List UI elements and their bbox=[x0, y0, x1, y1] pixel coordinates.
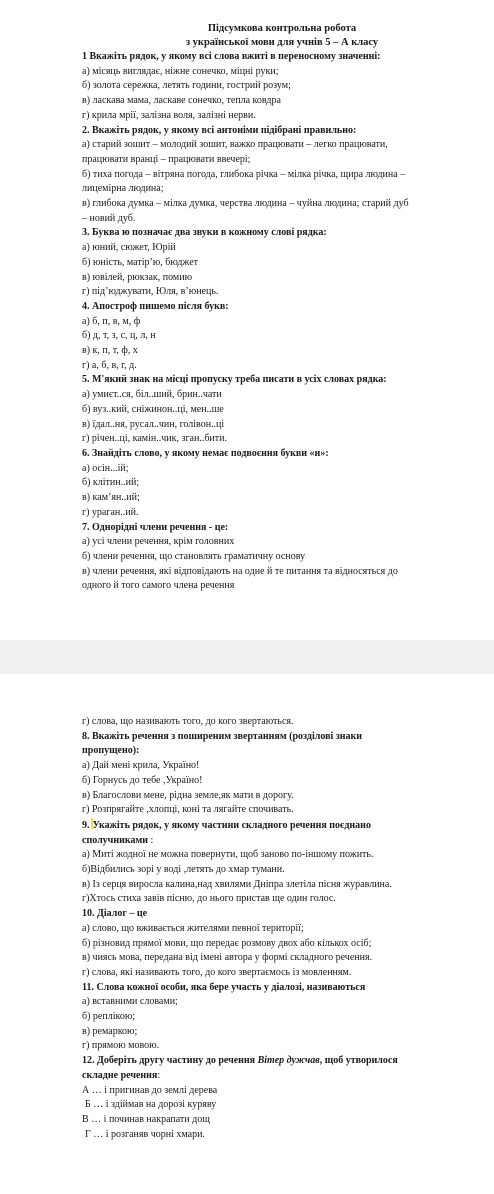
q3-option-d: г) під’юджувати, Юля, в’юнець. bbox=[82, 286, 219, 298]
question-9-colon: : bbox=[148, 834, 154, 846]
q3-option-a: а) юний, сюжет, Юрій bbox=[82, 242, 176, 254]
q8-option-b: б) Горнусь до тебе ,Україно! bbox=[82, 774, 203, 786]
question-12-end: , щоб утворилося bbox=[319, 1055, 398, 1067]
question-7: 7. Однорідні члени речення - це: bbox=[82, 521, 229, 533]
q10-option-a: а) слово, що вживається жителями певної території; bbox=[82, 922, 304, 934]
q12-option-a: А … і пригинав до землі дерева bbox=[82, 1084, 218, 1096]
question-5: 5. М'який знак на місці пропуску треба писати в усіх словах рядка: bbox=[82, 374, 387, 386]
page-separator bbox=[0, 640, 494, 674]
question-6: 6. Знайдіть слово, у якому немає подвоєння букви «и»: bbox=[82, 447, 329, 459]
q10-option-c: в) чиясь мова, передана від імені автора у формі складного речення. bbox=[82, 952, 373, 964]
q5-option-b: б) вуз..кий, сніжинон..ці, мен..ше bbox=[82, 403, 224, 415]
page-two bbox=[0, 674, 494, 1194]
q5-option-c: в) їдал..ня, русал..чин, голівон..ці bbox=[82, 418, 225, 430]
q7-option-c-line2: одного й того самого члена речення bbox=[82, 580, 235, 592]
q11-option-c: в) ремаркою; bbox=[82, 1025, 138, 1037]
q2-option-a-line2: працювати вранці – працювати ввечері; bbox=[82, 153, 251, 165]
question-9-text-2: сполучниками bbox=[82, 834, 149, 846]
question-12-line1 bbox=[82, 1054, 482, 1069]
q7-option-c-line1: в) члени речення, які відповідають на одне й те питання та відносяться до bbox=[82, 565, 398, 577]
q10-option-d: г) слова, які називають того, до кого звертаємось із мовленням. bbox=[82, 966, 352, 978]
q3-option-b: б) юність, матір’ю, бюджет bbox=[82, 256, 199, 268]
q4-option-c: в) к, п, т, ф, х bbox=[82, 345, 138, 357]
q6-option-c: в) кам’ян..ий; bbox=[82, 492, 140, 504]
question-1: 1 Вкажіть рядок, у якому всі слова вжиті в переносному значенні: bbox=[82, 51, 381, 62]
q4-option-b: б) д, т, з, с, ц, л, н bbox=[82, 330, 156, 342]
q12-option-d: Г … і розганяв чорні хмари. bbox=[85, 1128, 205, 1140]
q2-option-a-line1: а) старий зошит – молодий зошит, важко працювати – легко працювати, bbox=[82, 139, 388, 151]
q1-option-d: г) крила мрії, залізна воля, залізні нерви. bbox=[82, 109, 256, 121]
question-11: 11. Слова кожної особи, яка бере участь у діалозі, називаються bbox=[82, 981, 366, 993]
question-10: 10. Діалог – це bbox=[82, 908, 148, 920]
question-12-line2 bbox=[82, 1069, 482, 1084]
q8-option-a: а) Дай мені крила, Україно! bbox=[82, 760, 200, 772]
title-line-1: Підсумкова контрольна робота bbox=[207, 23, 357, 34]
q3-option-c: в) ювілей, рюкзак, помию bbox=[82, 271, 193, 283]
q9-option-b: б)Відбились зорі у воді ,летять до хмар тумани. bbox=[82, 864, 285, 876]
q5-option-d: г) річен..ці, камін..чик, зган..бити. bbox=[82, 433, 228, 445]
q2-option-b-line1: б) тиха погода – вітряна погода, глибока річка – мілка річка, щира людина – bbox=[82, 168, 406, 180]
q6-option-a: а) осін...ій; bbox=[82, 462, 129, 474]
q12-option-c: В … і починав накрапати дощ bbox=[82, 1113, 210, 1125]
q10-option-b: б) різновид прямої мови, що передає розмову двох або кількох осіб; bbox=[82, 937, 372, 949]
question-9-number: 9. bbox=[82, 819, 90, 831]
q1-option-a: а) місяць виглядає, ніжне сонечко, міцні руки; bbox=[82, 65, 279, 77]
q12-option-b: Б … і здіймав на дорозі куряву bbox=[85, 1099, 217, 1111]
q8-option-c: в) Благослови мене, рідна земле,як мати в дорогу. bbox=[82, 789, 294, 801]
question-9-line1 bbox=[82, 818, 482, 834]
q1-option-c: в) ласкава мама, ласкаве сонечко, тепла ковдра bbox=[82, 95, 281, 107]
question-9-text: Укажіть рядок, у якому частини складного речення поєднано bbox=[92, 819, 371, 831]
q9-option-a: а) Миті жодної не можна повернути, щоб заново по-іншому пожить. bbox=[82, 849, 374, 861]
q2-option-c-line1: в) глибока думка – мілка думка, черства людина – чуйна людина; старий дуб bbox=[82, 198, 409, 210]
page-one-content bbox=[82, 22, 482, 594]
question-12-text-2: складне речення bbox=[82, 1069, 158, 1081]
q11-option-a: а) вставними словами; bbox=[82, 996, 178, 1008]
q2-option-c-line2: – новий дуб. bbox=[82, 212, 136, 224]
q11-option-d: г) прямою мовою. bbox=[82, 1040, 160, 1052]
question-2: 2. Вкажіть рядок, у якому всі антоніми підібрані правильно: bbox=[82, 124, 357, 136]
q6-option-b: б) клітин..ий; bbox=[82, 477, 140, 489]
q5-option-a: а) умиєт..ся, біл..ший, брин..чати bbox=[82, 389, 222, 401]
q4-option-a: а) б, п, в, м, ф bbox=[82, 315, 141, 327]
q6-option-d: г) ураган..ий. bbox=[82, 506, 139, 518]
question-8-line2: пропущено): bbox=[82, 745, 140, 757]
q11-option-b: б) реплікою; bbox=[82, 1011, 136, 1023]
question-8-line1: 8. Вкажіть речення з поширеним звертанням (розділові знаки bbox=[82, 730, 363, 742]
q4-option-d: г) а, б, в, г, д. bbox=[82, 359, 137, 371]
q7-option-a: а) усі члени речення, крім головних bbox=[82, 536, 235, 548]
question-12-start: 12. Доберіть другу частину до речення bbox=[82, 1055, 258, 1067]
q7-option-b: б) члени речення, що становлять граматичну основу bbox=[82, 550, 306, 562]
question-4: 4. Апостроф пишемо після букв: bbox=[82, 300, 229, 312]
q7-option-d: г) слова, що називають того, до кого звертаються. bbox=[82, 716, 294, 727]
q1-option-b: б) золота сережка, летять години, гострий розум; bbox=[82, 80, 291, 92]
q2-option-b-line2: лицемірна людина; bbox=[82, 183, 164, 195]
question-12-italic: Вітер дужчав bbox=[257, 1055, 320, 1067]
question-9-line2 bbox=[82, 834, 482, 849]
page-two-content bbox=[82, 715, 482, 1142]
q8-option-d: г) Розпрягайте ,хлопці, коні та лягайте спочивать. bbox=[82, 804, 294, 816]
q9-option-d: г)Хтось стиха завів пісню, до нього пристав ще один голос. bbox=[82, 893, 336, 905]
title-line-2: з української мови для учнів 5 – А класу bbox=[185, 37, 379, 48]
q9-option-c: в) Із серця виросла калина,над хвилями Дніпра злетіла пісня журавлина. bbox=[82, 878, 392, 890]
question-12-colon: : bbox=[157, 1069, 161, 1081]
question-3: 3. Буква ю позначає два звуки в кожному слові рядка: bbox=[82, 227, 327, 239]
